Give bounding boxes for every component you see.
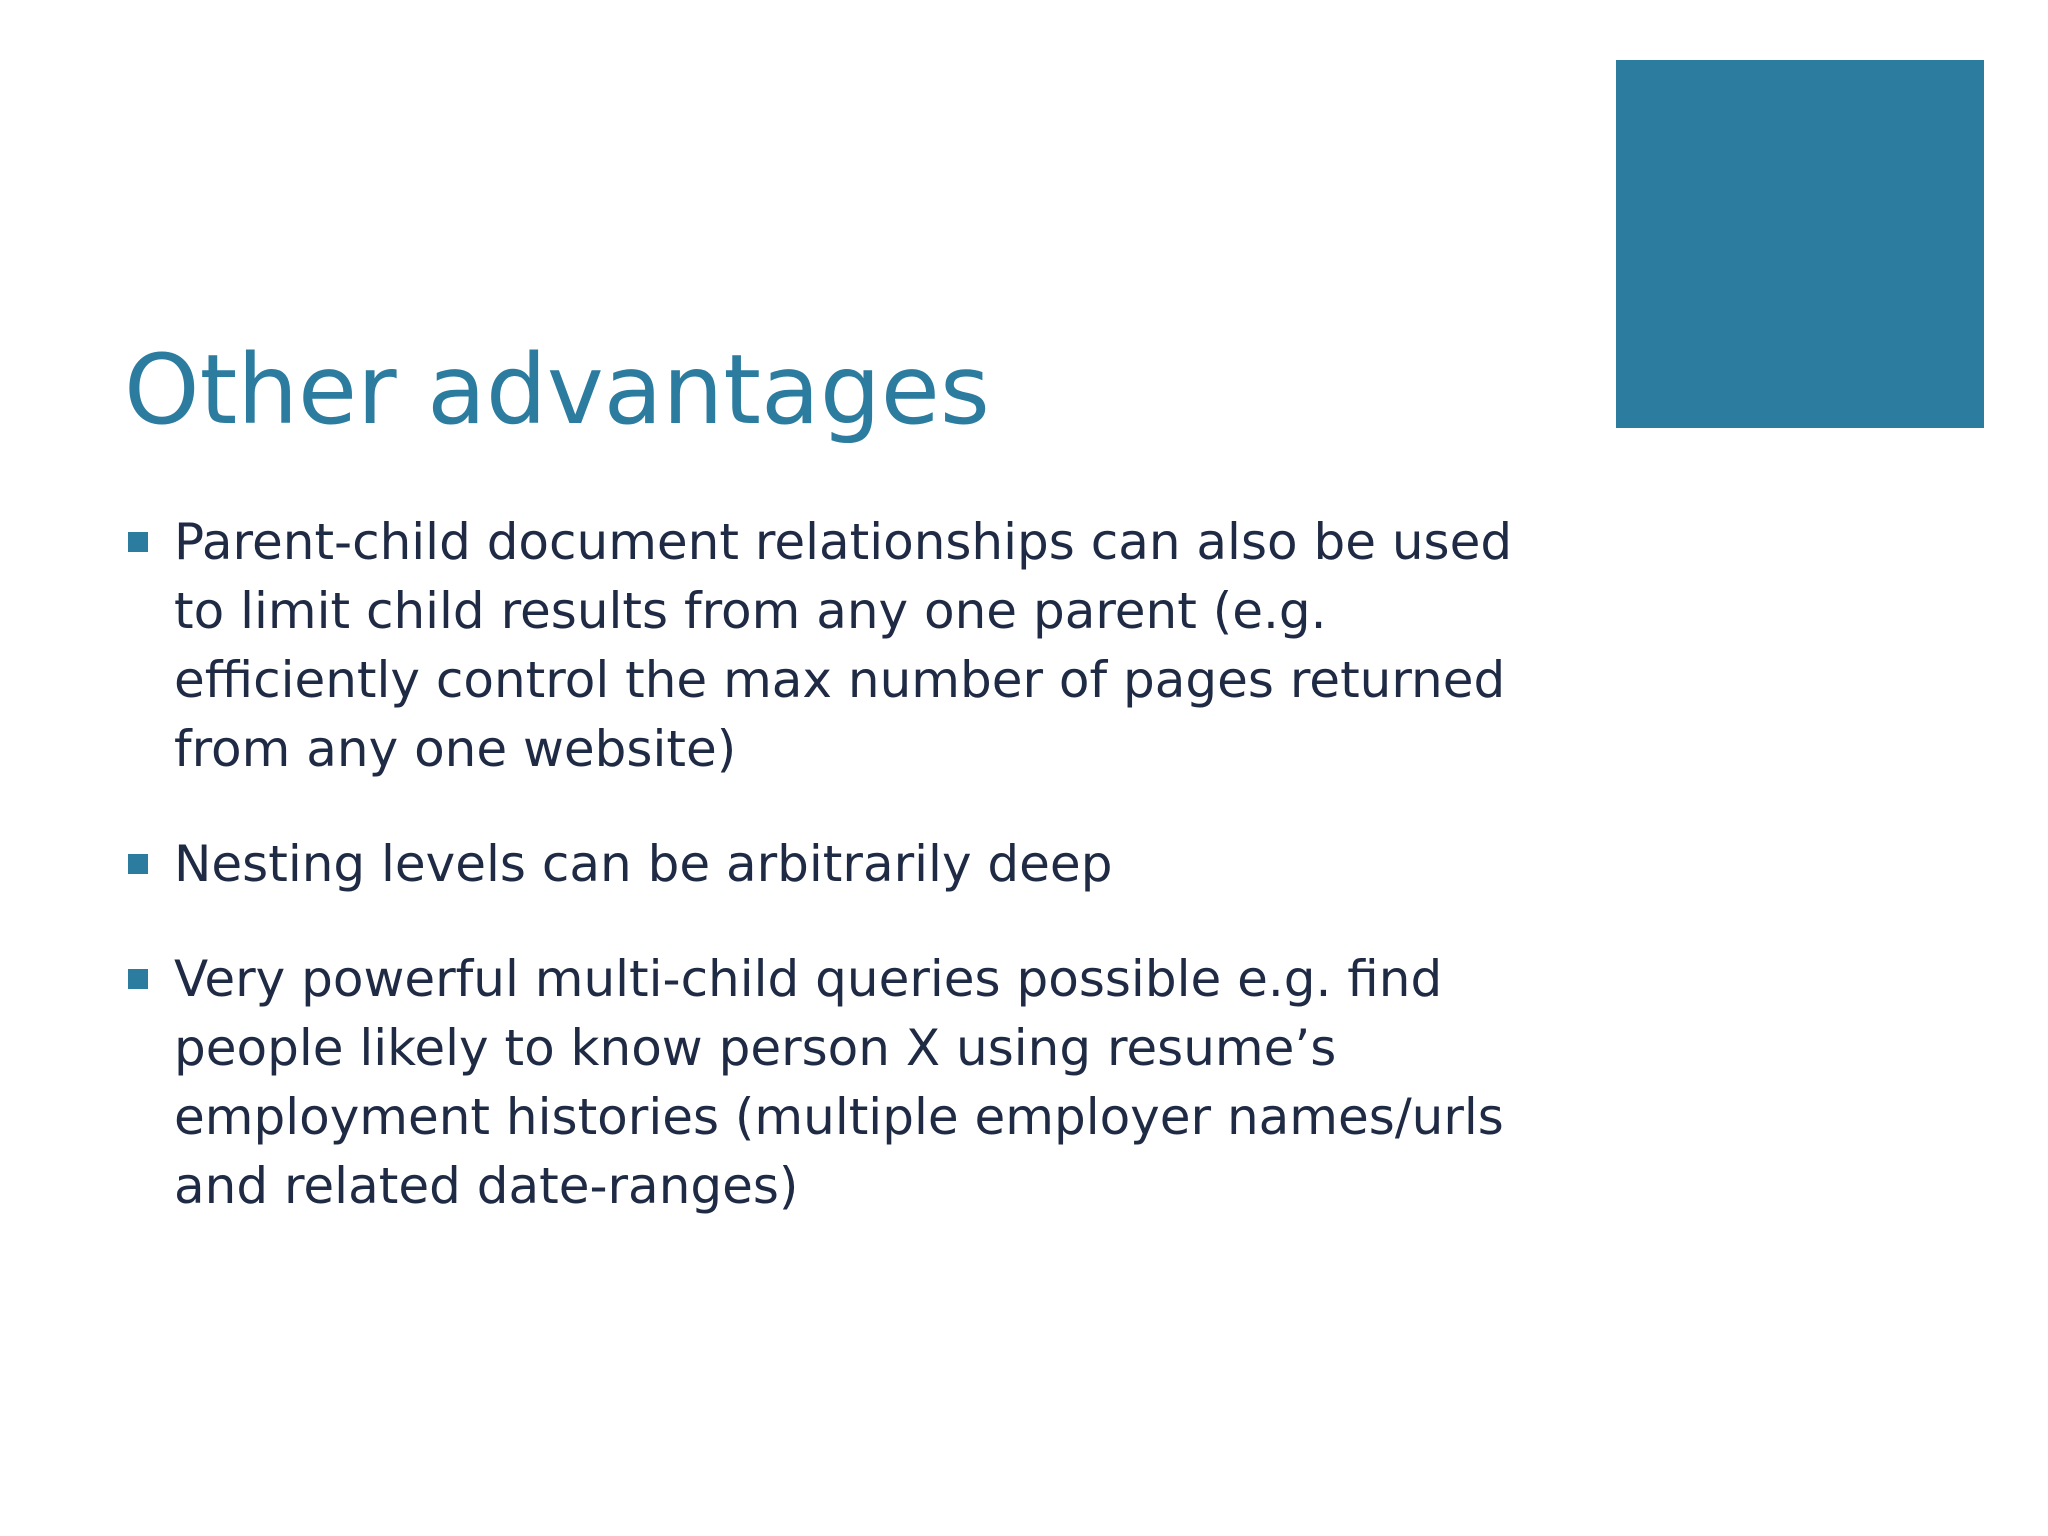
square-bullet-icon	[128, 854, 148, 874]
bullet-item	[128, 508, 1568, 784]
square-bullet-icon	[128, 532, 148, 552]
bullet-text: Parent-child document relationships can also be used to limit child results from any one parent (e.g. efficiently control the max number of pages returned from any one website)	[174, 513, 1513, 778]
bullet-item	[128, 945, 1568, 1221]
accent-square-decoration	[1616, 60, 1984, 428]
bullet-text: Nesting levels can be arbitrarily deep	[174, 835, 1113, 893]
bullet-text: Very powerful multi-child queries possible e.g. find people likely to know person X using resume’s employment histories (multiple employer names/urls and related date-ranges)	[174, 950, 1504, 1215]
slide-title: Other advantages	[124, 334, 990, 446]
square-bullet-icon	[128, 969, 148, 989]
bullet-list	[128, 508, 1568, 1267]
bullet-item	[128, 830, 1568, 899]
